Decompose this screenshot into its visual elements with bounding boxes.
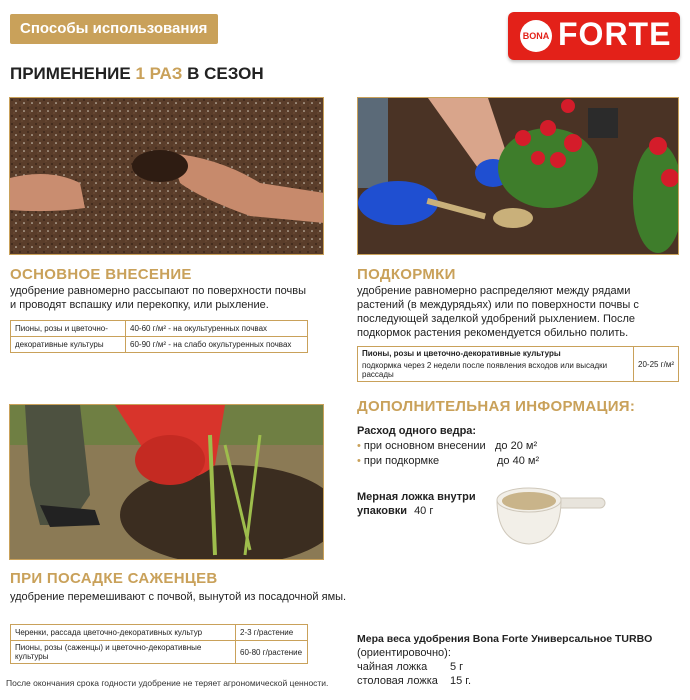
page-title: [10, 64, 264, 84]
basic-text-line1: удобрение равномерно рассыпают по поверхности почвы: [10, 285, 307, 297]
table-cell: [358, 347, 634, 382]
table-row: [11, 321, 308, 337]
measure-title: Мера веса удобрения Bona Forte Универсальное TURBO: [357, 633, 653, 645]
measure-value: 5 г: [450, 661, 464, 673]
measuring-spoon-image: [493, 480, 608, 550]
logo-text: FORTE: [558, 16, 672, 52]
table-row: [11, 337, 308, 353]
section-title-extra: ДОПОЛНИТЕЛЬНАЯ ИНФОРМАЦИЯ:: [357, 398, 636, 415]
brand-logo: [508, 12, 680, 60]
basic-text-line2: и проводят вспашку или перекопку, или рыхление.: [10, 299, 269, 311]
planting-rates-table: [10, 624, 308, 664]
table-cell: Черенки, рассада цветочно-декоративных культур: [11, 625, 236, 641]
bucket-title: Расход одного ведра:: [357, 425, 477, 437]
bucket-item-value: до 20 м²: [495, 440, 538, 452]
planting-text-line1: удобрение перемешивают с почвой, вынутой из посадочной ямы.: [10, 591, 347, 603]
feeding-text-line2: растений (в междурядьях) или по поверхности почвы с: [357, 299, 639, 311]
feeding-text-line3: последующей заделкой удобрений рыхлением. После: [357, 313, 636, 325]
table-cell: декоративные культуры: [11, 337, 126, 353]
logo-circle: BONA: [520, 20, 552, 52]
table-cell: 40-60 г/м² - на окультуренных почвах: [126, 321, 308, 337]
section-title-planting: ПРИ ПОСАДКЕ САЖЕНЦЕВ: [10, 570, 218, 587]
feeding-rates-table: [357, 346, 679, 382]
section-title-feeding: ПОДКОРМКИ: [357, 266, 456, 283]
measure-value: 15 г.: [450, 675, 472, 687]
feeding-note: подкормка через 2 недели после появления всходов или высадки рассады: [362, 361, 608, 379]
title-part2: В СЕЗОН: [182, 64, 264, 83]
measure-subtitle: (ориентировочно):: [357, 647, 451, 659]
table-cell: Пионы, розы (саженцы) и цветочно-декоративные культуры: [11, 641, 236, 664]
table-row: [11, 641, 308, 664]
table-cell: Пионы, розы и цветочно-: [11, 321, 126, 337]
bucket-item: • при основном внесении: [357, 440, 486, 452]
table-row: [11, 625, 308, 641]
measure-label: столовая ложка: [357, 675, 438, 687]
table-cell: 60-90 г/м² - на слабо окультуренных почвах: [126, 337, 308, 353]
bucket-item-label: при основном внесении: [363, 440, 486, 452]
bucket-item-value: до 40 м²: [497, 455, 540, 467]
table-row: [358, 347, 679, 382]
title-accent: 1 РАЗ: [135, 64, 183, 83]
bucket-item-label: при подкормке: [363, 455, 440, 467]
spoon-title-line1: Мерная ложка внутри: [357, 491, 476, 503]
photo-roses-gloves: [357, 97, 679, 255]
title-part1: ПРИМЕНЕНИЕ: [10, 64, 136, 83]
section-badge: Способы использования: [10, 14, 218, 44]
spoon-value: 40 г: [414, 505, 434, 517]
spoon-title-word: упаковки: [357, 505, 407, 517]
table-cell: 20-25 г/м²: [634, 347, 679, 382]
table-cell: 60-80 г/растение: [236, 641, 308, 664]
measure-label: чайная ложка: [357, 661, 428, 673]
feeding-text-line1: удобрение равномерно распределяют между рядами: [357, 285, 631, 297]
photo-soil-hands: [9, 97, 324, 255]
spoon-title-line2: [357, 504, 433, 518]
footer-note: После окончания срока годности удобрение не теряет агрономической ценности.: [6, 678, 329, 688]
section-title-basic: ОСНОВНОЕ ВНЕСЕНИЕ: [10, 266, 192, 283]
table-cell: 2-3 г/растение: [236, 625, 308, 641]
basic-rates-table: [10, 320, 308, 353]
feeding-text-line4: подкормок растения рекомендуется обильно полить.: [357, 327, 629, 339]
feeding-crop: Пионы, розы и цветочно-декоративные культуры: [362, 349, 561, 358]
photo-planting-bucket: [9, 404, 324, 560]
bucket-item: • при подкормке: [357, 455, 440, 467]
